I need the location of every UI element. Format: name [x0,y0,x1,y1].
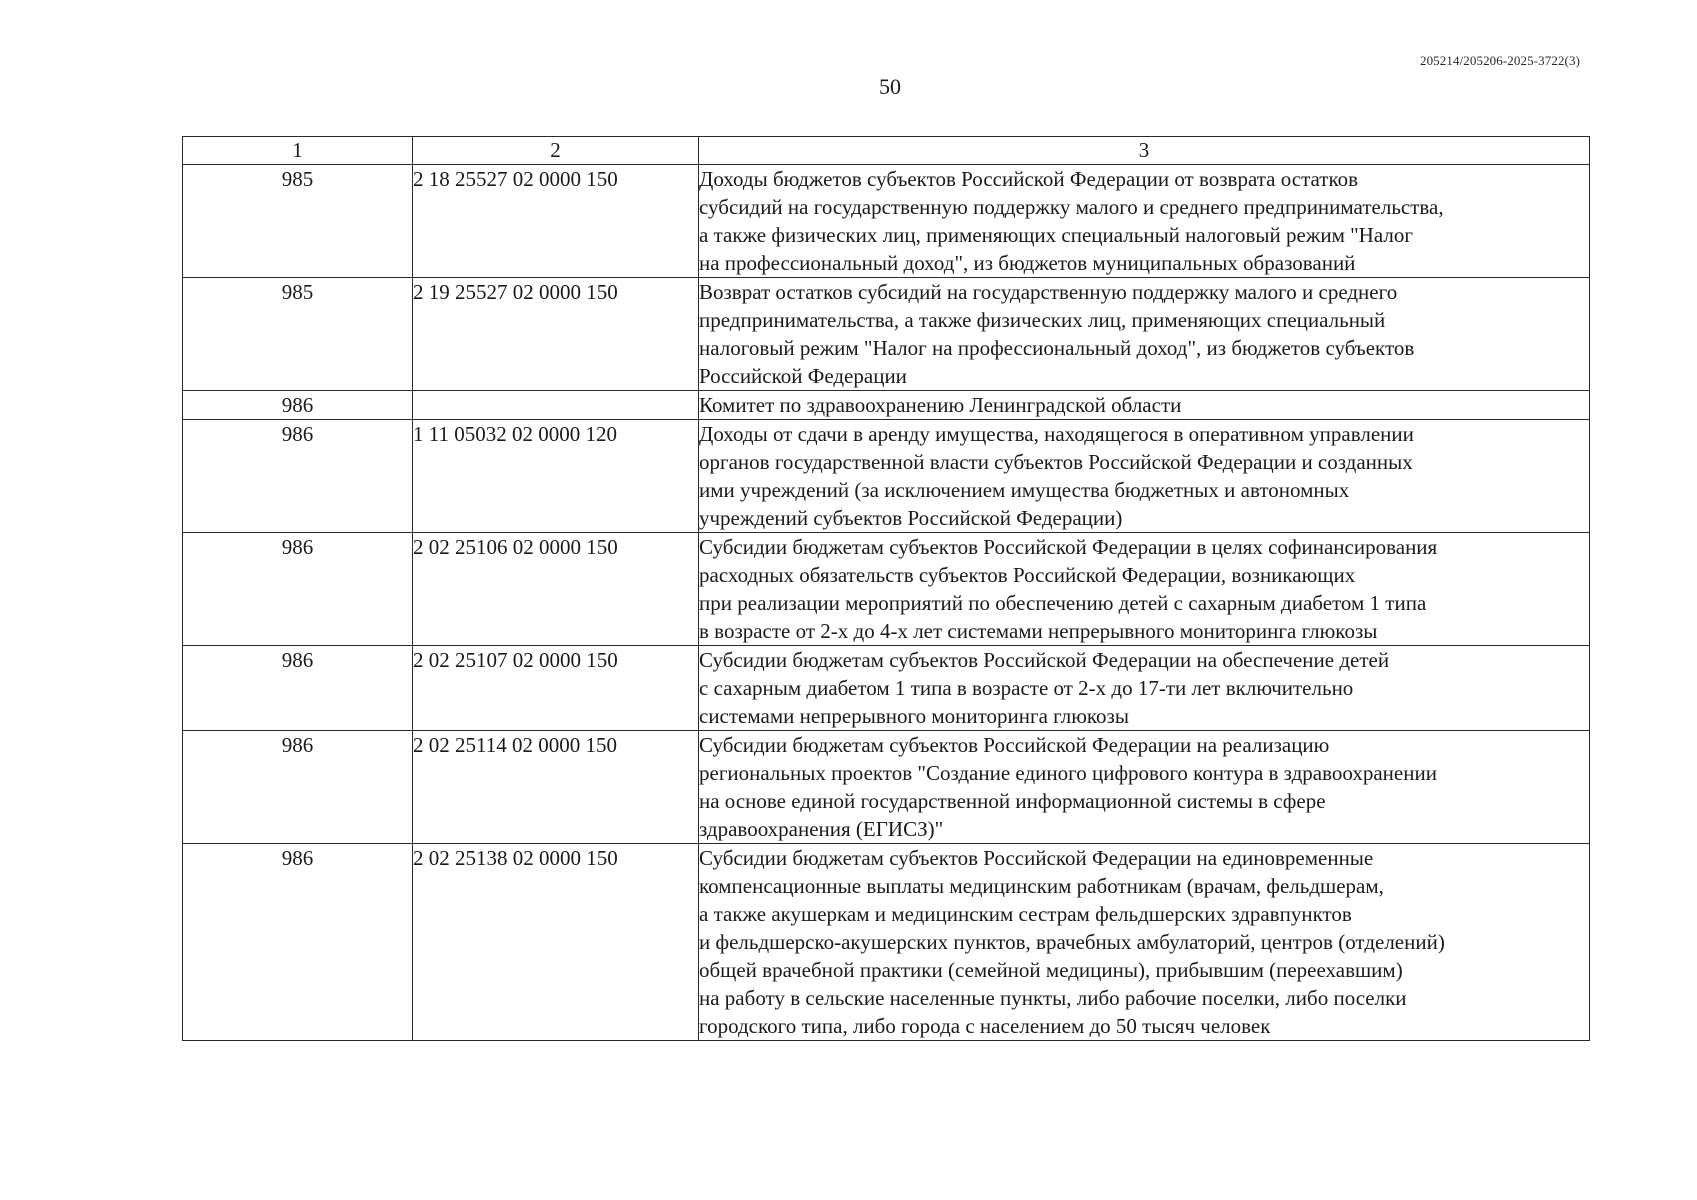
admin-code-cell: 986 [183,533,413,646]
description-cell: Возврат остатков субсидий на государственную поддержку малого и среднего предпринимательства, а также физических лиц, применяющих специальный налоговый режим "Налог на профессиональный доход", из бюджетов субъектов Российской Федерации [699,278,1590,391]
column-header-2: 2 [413,137,699,165]
table-row [183,278,1590,391]
table-row [183,420,1590,533]
description-cell: Доходы бюджетов субъектов Российской Федерации от возврата остатков субсидий на государственную поддержку малого и среднего предпринимательства, а также физических лиц, применяющих специальный налоговый режим "Налог на профессиональный доход", из бюджетов муниципальных образований [699,165,1590,278]
budget-code-cell: 2 18 25527 02 0000 150 [413,165,699,278]
description-cell: Субсидии бюджетам субъектов Российской Федерации в целях софинансирования расходных обязательств субъектов Российской Федерации, возникающих при реализации мероприятий по обеспечению детей с сахарным диабетом 1 типа в возрасте от 2-х до 4-х лет системами непрерывного мониторинга глюкозы [699,533,1590,646]
admin-code-cell: 986 [183,844,413,1041]
budget-code-cell: 2 02 25114 02 0000 150 [413,731,699,844]
budget-code-cell: 2 02 25107 02 0000 150 [413,646,699,731]
column-header-1: 1 [183,137,413,165]
table-row [183,391,1590,420]
admin-code-cell: 985 [183,278,413,391]
budget-codes-table [182,136,1590,1041]
document-id: 205214/205206-2025-3722(3) [1419,53,1580,68]
budget-code-cell [413,391,699,420]
admin-code-cell: 985 [183,165,413,278]
description-cell: Комитет по здравоохранению Ленинградской области [699,391,1590,420]
description-cell: Доходы от сдачи в аренду имущества, находящегося в оперативном управлении органов государственной власти субъектов Российской Федерации и созданных ими учреждений (за исключением имущества бюджетных и автономных учреждений субъектов Российской Федерации) [699,420,1590,533]
admin-code-cell: 986 [183,731,413,844]
column-header-3: 3 [699,137,1590,165]
admin-code-cell: 986 [183,420,413,533]
table-row [183,844,1590,1041]
page-number: 50 [879,74,901,99]
admin-code-cell: 986 [183,646,413,731]
description-cell: Субсидии бюджетам субъектов Российской Федерации на реализацию региональных проектов "Создание единого цифрового контура в здравоохранении на основе единой государственной информационной системы в сфере здравоохранения (ЕГИСЗ)" [699,731,1590,844]
admin-code-cell: 986 [183,391,413,420]
description-cell: Субсидии бюджетам субъектов Российской Федерации на единовременные компенсационные выплаты медицинским работникам (врачам, фельдшерам, а также акушеркам и медицинским сестрам фельдшерских здравпунктов и фельдшерско-акушерских пунктов, врачебных амбулаторий, центров (отделений) общей врачебной практики (семейной медицины), прибывшим (переехавшим) на работу в сельские населенные пункты, либо рабочие поселки, либо поселки городского типа, либо города с населением до 50 тысяч человек [699,844,1590,1041]
table-row [183,533,1590,646]
table-row [183,646,1590,731]
budget-code-cell: 2 02 25138 02 0000 150 [413,844,699,1041]
description-cell: Субсидии бюджетам субъектов Российской Федерации на обеспечение детей с сахарным диабетом 1 типа в возрасте от 2-х до 17-ти лет включительно системами непрерывного мониторинга глюкозы [699,646,1590,731]
budget-code-cell: 2 02 25106 02 0000 150 [413,533,699,646]
table-row [183,165,1590,278]
budget-code-cell: 2 19 25527 02 0000 150 [413,278,699,391]
table-row [183,731,1590,844]
budget-code-cell: 1 11 05032 02 0000 120 [413,420,699,533]
table-header-row [183,137,1590,165]
